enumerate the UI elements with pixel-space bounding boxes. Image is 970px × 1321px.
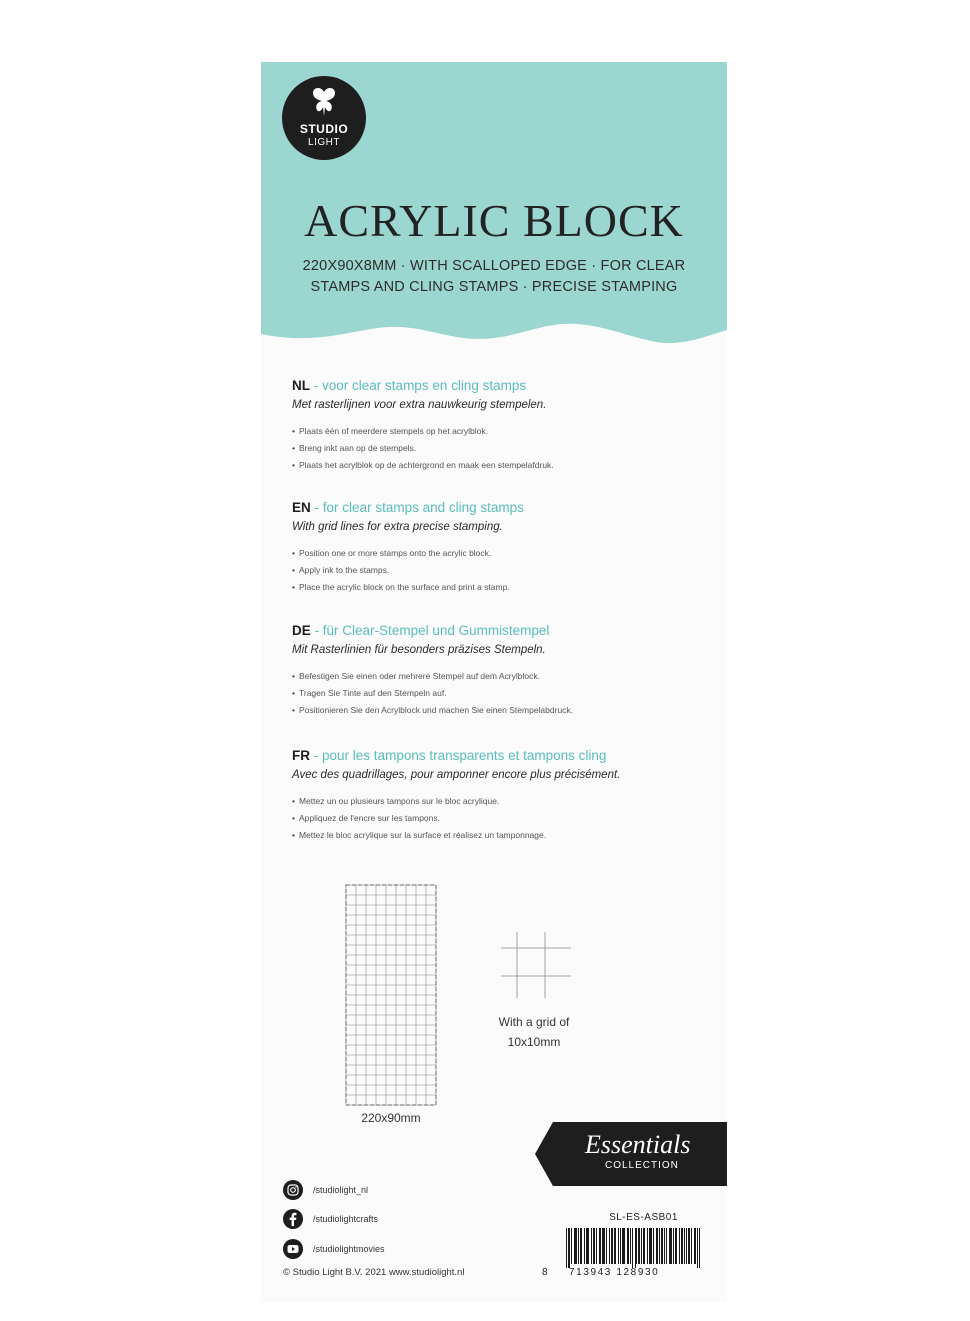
facebook-icon xyxy=(283,1209,303,1229)
list-item: • Tragen Sie Tinte auf den Stempeln auf. xyxy=(292,685,712,702)
section-heading xyxy=(292,377,712,395)
language-code: FR xyxy=(292,748,310,763)
social-youtube[interactable] xyxy=(283,1238,385,1260)
section-title: voor clear stamps en cling stamps xyxy=(322,378,527,393)
subtitle-line-2: STAMPS AND CLING STAMPS · PRECISE STAMPING xyxy=(310,279,678,295)
list-item: • Mettez un ou plusieurs tampons sur le bloc acrylique. xyxy=(292,793,712,810)
section-de xyxy=(292,622,712,719)
instruction-list xyxy=(292,793,712,844)
instruction-list xyxy=(292,423,712,474)
barcode-icon xyxy=(566,1228,701,1268)
subtitle-line-1: 220X90X8MM · WITH SCALLOPED EDGE · FOR CLEAR xyxy=(302,258,686,274)
header-band xyxy=(261,62,727,352)
facebook-handle: /studiolightcrafts xyxy=(313,1214,379,1224)
section-heading xyxy=(292,622,712,640)
list-item: • Mettez le bloc acrylique sur la surface et réalisez un tamponnage. xyxy=(292,827,712,844)
list-item: • Appliquez de l'encre sur les tampons. xyxy=(292,810,712,827)
heading-dash: - xyxy=(314,623,320,638)
grid-detail-illustration xyxy=(491,928,571,998)
section-subtitle: With grid lines for extra precise stamping. xyxy=(292,521,503,533)
section-title: für Clear-Stempel und Gummistempel xyxy=(322,623,550,638)
section-nl xyxy=(292,377,712,474)
section-subtitle: Met rasterlijnen voor extra nauwkeurig stempelen. xyxy=(292,399,547,411)
product-card xyxy=(261,62,727,1302)
block-size-label: 220x90mm xyxy=(361,1111,421,1125)
section-en xyxy=(292,499,712,596)
acrylic-block-grid-illustration xyxy=(345,884,437,1106)
instruction-list xyxy=(292,668,712,719)
social-instagram[interactable] xyxy=(283,1179,368,1201)
butterfly-icon xyxy=(311,86,337,118)
product-subtitle xyxy=(281,256,707,298)
section-subtitle: Mit Rasterlinien für besonders präzises Stempeln. xyxy=(292,644,546,656)
grid-caption-line-2: 10x10mm xyxy=(507,1035,561,1049)
badge-subtitle: COLLECTION xyxy=(605,1160,679,1171)
grid-caption-line-1: With a grid of xyxy=(498,1015,570,1029)
language-code: EN xyxy=(292,500,311,515)
grid-caption xyxy=(461,1012,607,1052)
section-fr xyxy=(292,747,712,844)
list-item: • Plaats het acrylblok op de achtergrond en maak een stempelafdruk. xyxy=(292,457,712,474)
heading-dash: - xyxy=(313,378,319,393)
instagram-icon xyxy=(283,1180,303,1200)
section-title: for clear stamps and cling stamps xyxy=(322,500,524,515)
section-title: pour les tampons transparents et tampons cling xyxy=(322,748,607,763)
logo-brand-bottom: LIGHT xyxy=(308,137,340,148)
section-heading xyxy=(292,499,712,517)
product-sku: SL-ES-ASB01 xyxy=(609,1212,678,1223)
list-item: • Place the acrylic block on the surface and print a stamp. xyxy=(292,579,712,596)
essentials-collection-badge xyxy=(535,1122,727,1186)
list-item: • Plaats één of meerdere stempels op het acrylblok. xyxy=(292,423,712,440)
heading-dash: - xyxy=(314,500,320,515)
logo-brand-top: STUDIO xyxy=(299,122,349,136)
language-code: DE xyxy=(292,623,311,638)
youtube-icon xyxy=(283,1239,303,1259)
social-facebook[interactable] xyxy=(283,1208,378,1230)
section-heading xyxy=(292,747,712,765)
list-item: • Befestigen Sie einen oder mehrere Stempel auf dem Acrylblock. xyxy=(292,668,712,685)
youtube-handle: /studiolightmovies xyxy=(313,1244,385,1254)
list-item: • Positionieren Sie den Acrylblock und machen Sie einen Stempelabdruck. xyxy=(292,702,712,719)
list-item: • Breng inkt aan op de stempels. xyxy=(292,440,712,457)
barcode-lead-digit: 8 xyxy=(542,1267,548,1278)
instruction-list xyxy=(292,545,712,596)
section-subtitle: Avec des quadrillages, pour amponner encore plus précisément. xyxy=(292,769,621,781)
list-item: • Position one or more stamps onto the acrylic block. xyxy=(292,545,712,562)
copyright-footer: © Studio Light B.V. 2021 www.studiolight.nl xyxy=(283,1267,465,1278)
barcode-digits: 713943 128930 xyxy=(569,1267,660,1278)
instagram-handle: /studiolight_nl xyxy=(313,1185,369,1195)
studio-light-logo xyxy=(282,76,366,160)
badge-title: Essentials xyxy=(585,1130,691,1159)
language-code: NL xyxy=(292,378,310,393)
product-title: ACRYLIC BLOCK xyxy=(304,195,684,246)
list-item: • Apply ink to the stamps. xyxy=(292,562,712,579)
heading-dash: - xyxy=(313,748,319,763)
